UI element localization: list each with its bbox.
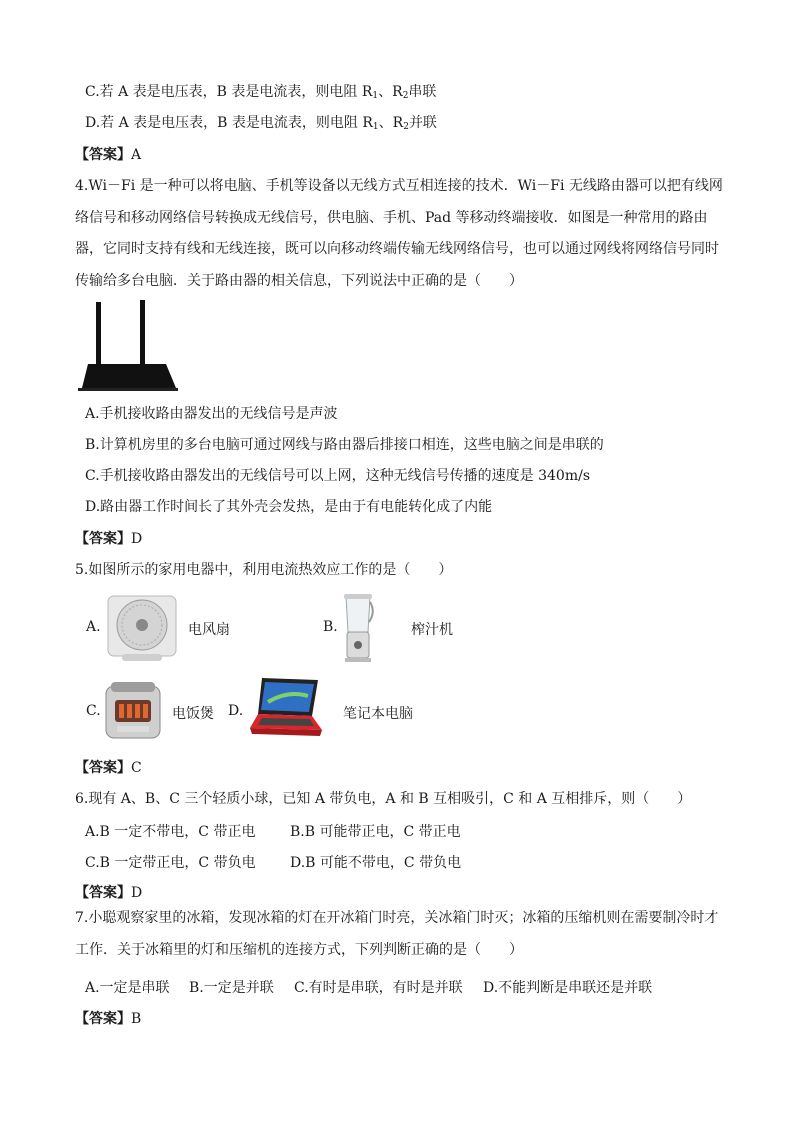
q5-option-a-name: 电风扇 (188, 622, 230, 638)
q6-stem: 6.现有 A、B、C 三个轻质小球，已知 A 带负电，A 和 B 互相吸引，C 和 A 互相排斥，则（ ） (75, 791, 692, 807)
q6-option-a: A.B 一定不带电，C 带正电 (85, 824, 256, 840)
juicer-icon (338, 592, 378, 664)
q5-option-d-name: 笔记本电脑 (343, 706, 413, 722)
q7-option-c: C.有时是串联，有时是并联 (294, 980, 463, 996)
q5-answer: 【答案】C (75, 760, 142, 776)
rice-cooker-icon (103, 680, 163, 742)
q6-option-c: C.B 一定带正电，C 带负电 (85, 855, 256, 871)
q7-stem: 7.小聪观察家里的冰箱，发现冰箱的灯在开冰箱门时亮，关冰箱门时灭；冰箱的压缩机则在需要制冷时才工作．关于冰箱里的灯和压缩机的连接方式，下列判断正确的是（ ） (75, 910, 719, 958)
q4-option-c: C.手机接收路由器发出的无线信号可以上网，这种无线信号传播的速度是 340m/s (85, 468, 591, 484)
q7-option-d: D.不能判断是串联还是并联 (483, 980, 653, 996)
q4-option-a: A.手机接收路由器发出的无线信号是声波 (85, 406, 338, 422)
q5-option-b-name: 榨汁机 (411, 622, 453, 638)
electric-fan-icon (104, 594, 180, 664)
q5-option-c-letter: C. (86, 703, 101, 719)
router-image (76, 296, 178, 392)
q6-option-d: D.B 可能不带电，C 带负电 (290, 855, 462, 871)
q5-option-a-letter: A. (86, 619, 101, 635)
q4-option-b: B.计算机房里的多台电脑可通过网线与路由器后排接口相连，这些电脑之间是串联的 (85, 437, 604, 453)
q3-answer: 【答案】A (75, 147, 142, 163)
q5-option-c-name: 电饭煲 (172, 706, 214, 722)
q7-option-a: A.一定是串联 (85, 980, 170, 996)
laptop-icon (248, 676, 324, 740)
q5-stem: 5.如图所示的家用电器中，利用电流热效应工作的是（ ） (75, 562, 453, 578)
q5-option-b-letter: B. (323, 619, 338, 635)
q3-option-c: C.若 A 表是电压表，B 表是电流表，则电阻 $R_1$、$R_2$串联 (85, 84, 437, 101)
q6-option-b: B.B 可能带正电，C 带正电 (290, 824, 461, 840)
q4-answer: 【答案】D (75, 531, 143, 547)
q5-option-d-letter: D. (228, 703, 244, 719)
q3-option-d: D.若 A 表是电压表，B 表是电流表，则电阻 $R_1$、$R_2$并联 (85, 115, 437, 132)
q4-stem: 4.Wi－Fi 是一种可以将电脑、手机等设备以无线方式互相连接的技术．Wi－Fi 无线路由器可以把有线网络信号和移动网络信号转换成无线信号，供电脑、手机、Pad 等移动终端接收．如图是一种常用的路由器，它同时支持有线和无线连接，既可以向移动终端传输无线网络信号，也可以通过网线将网络信号同时传输给多台电脑．关于路由器的相关信息，下列说法中正确的是（ ） (75, 178, 723, 289)
q7-answer: 【答案】B (75, 1011, 142, 1027)
q4-option-d: D.路由器工作时间长了其外壳会发热，是由于有电能转化成了内能 (85, 499, 493, 515)
q6-answer: 【答案】D (75, 885, 143, 901)
q7-option-b: B.一定是并联 (189, 980, 274, 996)
